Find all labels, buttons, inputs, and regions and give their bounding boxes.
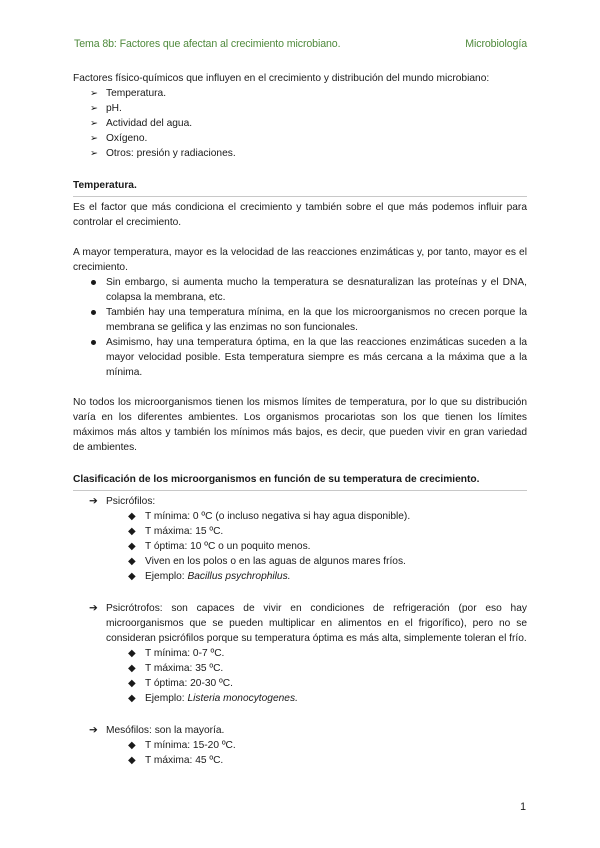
list-item: ◆ T mínima: 15-20 ºC. (73, 738, 527, 753)
page-number: 1 (520, 801, 526, 813)
paragraph: No todos los microorganismos tienen los mismos límites de temperatura, por lo que su distribución varía en los diferentes ambientes. Los organismos procariotas son los que tienen los límites máximos más altos y también los mínimos más bajos, es decir, que pueden vivir en gran variedad de ambientes. (73, 397, 527, 453)
page-body (73, 71, 527, 768)
list-item: ➢ Temperatura. (73, 86, 527, 101)
list-item: ◆ T óptima: 10 ºC o un poquito menos. (73, 539, 527, 554)
intro-text: Factores físico-químicos que influyen en el crecimiento y distribución del mundo microbiano: (73, 73, 490, 84)
group-label: Psicrótrofos: son capaces de vivir en condiciones de refrigeración (por eso hay microorganismos que se pueden multiplicar en alimentos en el frigorífico), pero no se consideran psicrófilos porque su temperatura óptima es más alta, simplemente toleran el frío. (106, 603, 527, 644)
group-mesofilos (73, 723, 527, 738)
group-label: Psicrófilos: (106, 496, 156, 507)
paragraph: A mayor temperatura, mayor es la velocidad de las reacciones enzimáticas y, por tanto, mayor es el crecimiento. (73, 247, 527, 273)
section-divider (73, 196, 527, 197)
list-item: ➢ Oxígeno. (73, 131, 527, 146)
group-label: Mesófilos: son la mayoría. (106, 725, 225, 736)
list-item: ◆ T mínima: 0 ºC (o incluso negativa si hay agua disponible). (73, 509, 527, 524)
list-item-example: ◆ Ejemplo: Bacillus psychrophilus. (73, 569, 527, 584)
list-item: También hay una temperatura mínima, en la que los microorganismos no crecen porque la membrana se gelifica y las enzimas no son funcionales. (73, 305, 527, 335)
list-item: Sin embargo, si aumenta mucho la temperatura se desnaturalizan las proteínas y el DNA, colapsa la membrana, etc. (73, 275, 527, 305)
list-item: ◆ Viven en los polos o en las aguas de algunos mares fríos. (73, 554, 527, 569)
section-heading-temperatura: Temperatura. (73, 180, 137, 191)
list-item: ◆ T máxima: 15 ºC. (73, 524, 527, 539)
mesofilos-details (73, 738, 527, 768)
list-item: Asimismo, hay una temperatura óptima, en la que las reacciones enzimáticas suceden a la mayor velocidad posible. Esta temperatura siempre es más cercana a la máxima que a la mínima. (73, 335, 527, 380)
list-item: ◆ T máxima: 45 ºC. (73, 753, 527, 768)
temperature-bullets (73, 275, 527, 380)
factor-list (73, 86, 527, 161)
classification-list (73, 723, 527, 738)
list-item-example: ◆ Ejemplo: Listeria monocytogenes. (73, 691, 527, 706)
group-psicrofilos (73, 494, 527, 509)
list-item: ◆ T óptima: 20-30 ºC. (73, 676, 527, 691)
section-heading-clasificacion: Clasificación de los microorganismos en función de su temperatura de crecimiento. (73, 474, 480, 485)
psicrofilos-details (73, 509, 527, 584)
species-name: Listeria monocytogenes. (187, 693, 298, 704)
header-topic: Tema 8b: Factores que afectan al crecimiento microbiano. (74, 38, 341, 50)
section-divider (73, 490, 527, 491)
list-item: ➢ Actividad del agua. (73, 116, 527, 131)
list-item: ➢ Otros: presión y radiaciones. (73, 146, 527, 161)
paragraph: Es el factor que más condiciona el crecimiento y también sobre el que más podemos influir para controlar el crecimiento. (73, 202, 527, 228)
psicrotrofos-details (73, 646, 527, 706)
classification-list (73, 494, 527, 509)
header-subject: Microbiología (465, 38, 527, 50)
species-name: Bacillus psychrophilus. (187, 571, 291, 582)
list-item: ➢ pH. (73, 101, 527, 116)
group-psicrotrofos (73, 601, 527, 646)
classification-list (73, 601, 527, 646)
list-item: ◆ T máxima: 35 ºC. (73, 661, 527, 676)
list-item: ◆ T mínima: 0-7 ºC. (73, 646, 527, 661)
